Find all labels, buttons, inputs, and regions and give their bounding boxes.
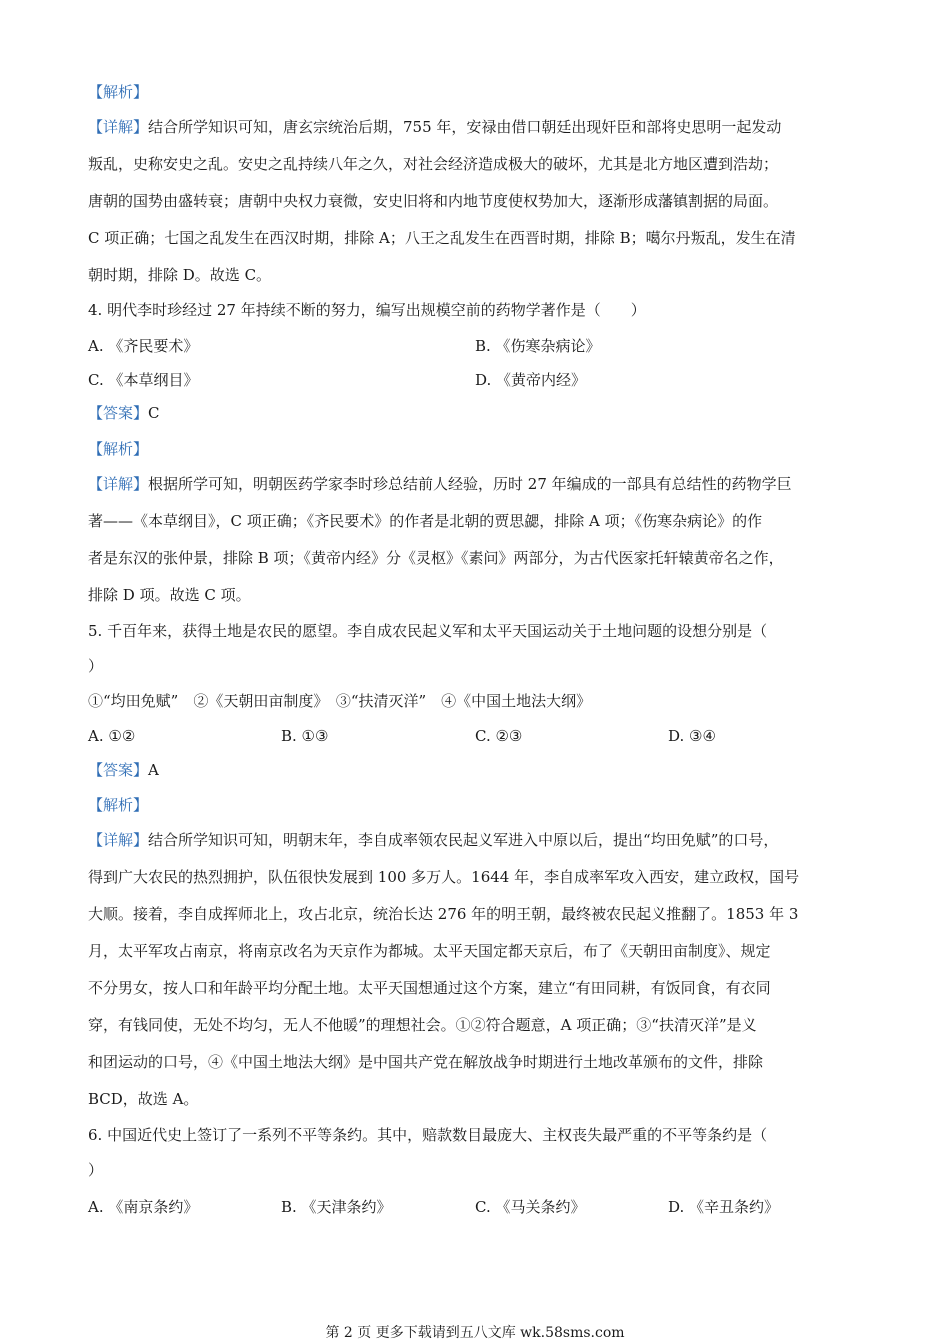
q6-option-b: B. 《天津条约》 [281,1198,392,1216]
q5-option-c: C. ②③ [475,727,523,745]
q5-detail-line: BCD，故选 A。 [88,1090,199,1108]
q6-option-a: A. 《南京条约》 [88,1198,199,1216]
s3-detail-line: C 项正确；七国之乱发生在西汉时期，排除 A；八王之乱发生在西晋时期，排除 B；噶尔丹叛乱，发生在清 [88,229,796,247]
q4-answer-label: 【答案】 [88,404,149,422]
q4-option-d: D. 《黄帝内经》 [475,371,587,389]
q5-detail-line: 和团运动的口号，④《中国土地法大纲》是中国共产党在解放战争时期进行土地改革颁布的文件，排除 [88,1053,764,1071]
q6-question: 6. 中国近代史上签订了一系列不平等条约。其中，赔款数目最庞大、主权丧失最严重的不平等条约是（ [88,1126,768,1144]
q6-option-d: D. 《辛丑条约》 [668,1198,780,1216]
q4-detail-line: 者是东汉的张仲景，排除 B 项；《黄帝内经》分《灵枢》《素问》两部分，为古代医家托轩辕黄帝名之作， [88,549,784,567]
q6-question-cont: ） [88,1161,104,1179]
q5-detail-text: 结合所学知识可知，明朝末年，李自成率领农民起义军进入中原以后，提出“均田免赋”的口号， [148,831,779,849]
q5-option-b: B. ①③ [281,727,329,745]
q4-detail-text: 根据所学可知，明朝医药学家李时珍总结前人经验，历时 27 年编成的一部具有总结性的药物学巨 [148,475,792,493]
q4-question: 4. 明代李时珍经过 27 年持续不断的努力，编写出规模空前的药物学著作是（ ） [88,301,646,319]
s3-detail-text: 结合所学知识可知，唐玄宗统治后期，755 年，安禄由借口朝廷出现奸臣和部将史思明一起发动 [148,118,782,136]
q5-answer-line [88,760,159,780]
q5-answer-label: 【答案】 [88,761,149,779]
q4-detail-line [88,474,792,494]
q5-detail-line [88,830,778,850]
q5-option-a: A. ①② [88,727,136,745]
q5-detail-line: 不分男女，按人口和年龄平均分配土地。太平天国想通过这个方案，建立“有田同耕，有饭同食，有衣同 [88,979,771,997]
q5-answer: A [148,761,159,779]
q5-question-cont: ） [88,657,104,675]
s3-detail-line [88,117,781,137]
q4-detail-line: 排除 D 项。故选 C 项。 [88,586,251,604]
page-footer: 第 2 页 更多下载请到五八文库 wk.58sms.com [325,1325,625,1341]
q4-detail-line: 著——《本草纲目》，C 项正确；《齐民要术》的作者是北朝的贾思勰，排除 A 项；《伤寒杂病论》的作 [88,512,763,530]
q4-answer: C [148,404,160,422]
s3-detail-line: 朝时期，排除 D。故选 C。 [88,266,272,284]
q4-detail-label: 【详解】 [88,475,149,493]
s3-detail-label: 【详解】 [88,118,149,136]
q5-detail-line: 穿，有钱同使，无处不均匀，无人不他暖”的理想社会。①②符合题意，A 项正确；③“扶清灭洋”是义 [88,1016,757,1034]
q4-analysis-label: 【解析】 [88,440,149,458]
q5-detail-line: 大顺。接着，李自成挥师北上，攻占北京，统治长达 276 年的明王朝，最终被农民起义推翻了。1853 年 3 [88,905,799,923]
q5-detail-label: 【详解】 [88,831,149,849]
q5-analysis-label: 【解析】 [88,796,149,814]
q6-option-c: C. 《马关条约》 [475,1198,586,1216]
q5-option-d: D. ③④ [668,727,716,745]
q5-question: 5. 千百年来，获得土地是农民的愿望。李自成农民起义军和太平天国运动关于土地问题的设想分别是（ [88,622,768,640]
q4-answer-line [88,403,160,423]
s3-detail-line: 叛乱，史称安史之乱。安史之乱持续八年之久，对社会经济造成极大的破坏，尤其是北方地区遭到浩劫； [88,155,779,173]
q4-option-b: B. 《伤寒杂病论》 [475,337,601,355]
s3-detail-line: 唐朝的国势由盛转衰；唐朝中央权力衰微，安史旧将和内地节度使权势加大，逐渐形成藩镇割据的局面。 [88,192,779,210]
q4-option-c: C. 《本草纲目》 [88,371,199,389]
q5-detail-line: 月，太平军攻占南京，将南京改名为天京作为都城。太平天国定都天京后，布了《天朝田亩制度》、规定 [88,942,771,960]
q5-detail-line: 得到广大农民的热烈拥护，队伍很快发展到 100 多万人。1644 年，李自成率军攻入西安，建立政权，国号 [88,868,800,886]
s3-analysis-label: 【解析】 [88,83,149,101]
q4-option-a: A. 《齐民要术》 [88,337,199,355]
q5-items: ①“均田免赋” ②《天朝田亩制度》 ③“扶清灭洋” ④《中国土地法大纲》 [88,692,592,710]
